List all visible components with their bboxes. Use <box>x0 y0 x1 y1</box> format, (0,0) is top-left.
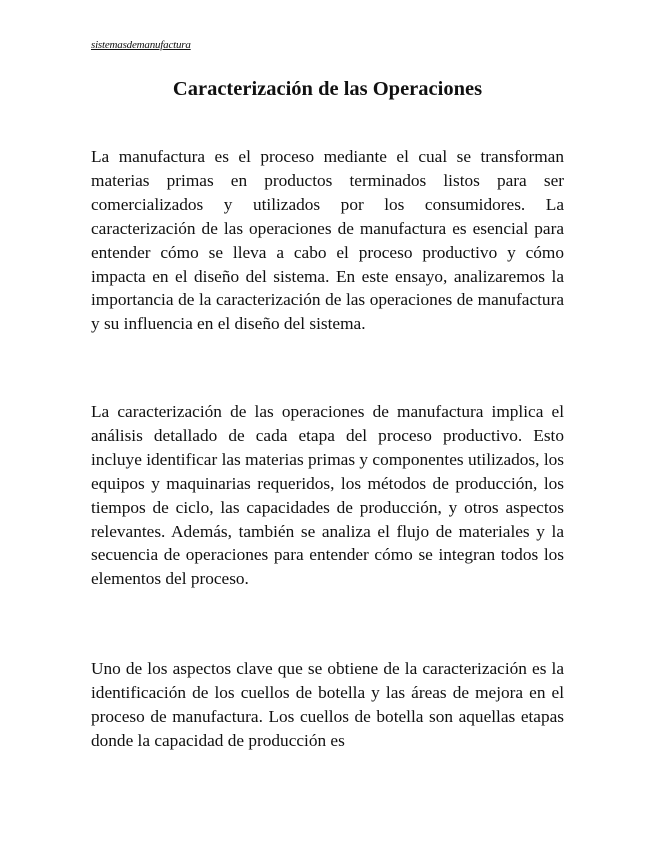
paragraph-bottlenecks: Uno de los aspectos clave que se obtiene de la caracterización es la identificación de los cuellos de botella y las áreas de mejora en el proceso de manufactura. Los cuellos de botella son aquellas etapas donde la capacidad de producción es <box>91 659 564 750</box>
paragraph-intro: La manufactura es el proceso mediante el cual se transforman materias primas en productos terminados listos para ser comercializados y utilizados por los consumidores. La caracterización de las operaciones de manufactura es esencial para entender cómo se lleva a cabo el proceso productivo y cómo impacta en el diseño del sistema. En este ensayo, analizaremos la importancia de la caracterización de las operaciones de manufactura y su influencia en el diseño del sistema. <box>91 147 564 334</box>
page-title: Caracterización de las Operaciones <box>172 78 483 100</box>
paragraph-characterization: La caracterización de las operaciones de manufactura implica el análisis detallado de cada etapa del proceso productivo. Esto incluye identificar las materias primas y componentes utilizados, los equipos y maquinarias requeridos, los métodos de producción, los tiempos de ciclo, las capacidades de producción, y otros aspectos relevantes. Además, también se analiza el flujo de materiales y la secuencia de operaciones para entender cómo se integran todos los elementos del proceso. <box>91 402 564 589</box>
header-watermark-text: sistemasdemanufactura <box>91 39 191 51</box>
